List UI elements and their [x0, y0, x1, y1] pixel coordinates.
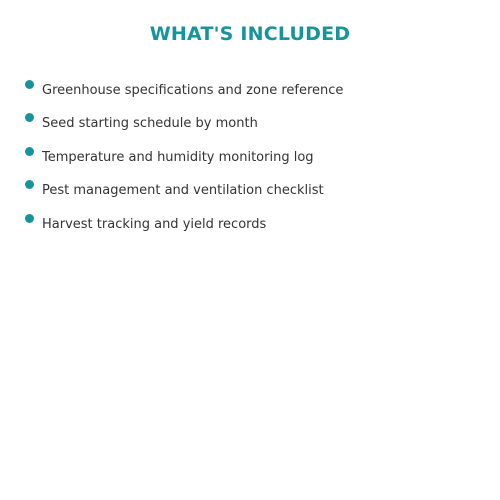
included-items-list — [0, 79, 500, 246]
bullet-dot-icon — [25, 80, 34, 89]
list-item — [0, 112, 500, 145]
list-item-label: Harvest tracking and yield records — [42, 216, 267, 232]
bullet-dot-icon — [25, 113, 34, 122]
list-item-label: Temperature and humidity monitoring log — [42, 149, 314, 165]
bullet-dot-icon — [25, 180, 34, 189]
bullet-dot-icon — [25, 147, 34, 156]
list-item-label: Seed starting schedule by month — [42, 116, 258, 132]
list-item — [0, 79, 500, 112]
list-item — [0, 146, 500, 179]
list-item-label: Pest management and ventilation checklist — [42, 183, 324, 199]
list-item-label: Greenhouse specifications and zone reference — [42, 83, 344, 98]
list-item — [0, 213, 500, 246]
section-title: WHAT'S INCLUDED — [149, 23, 351, 45]
list-item — [0, 179, 500, 212]
bullet-dot-icon — [25, 214, 34, 223]
